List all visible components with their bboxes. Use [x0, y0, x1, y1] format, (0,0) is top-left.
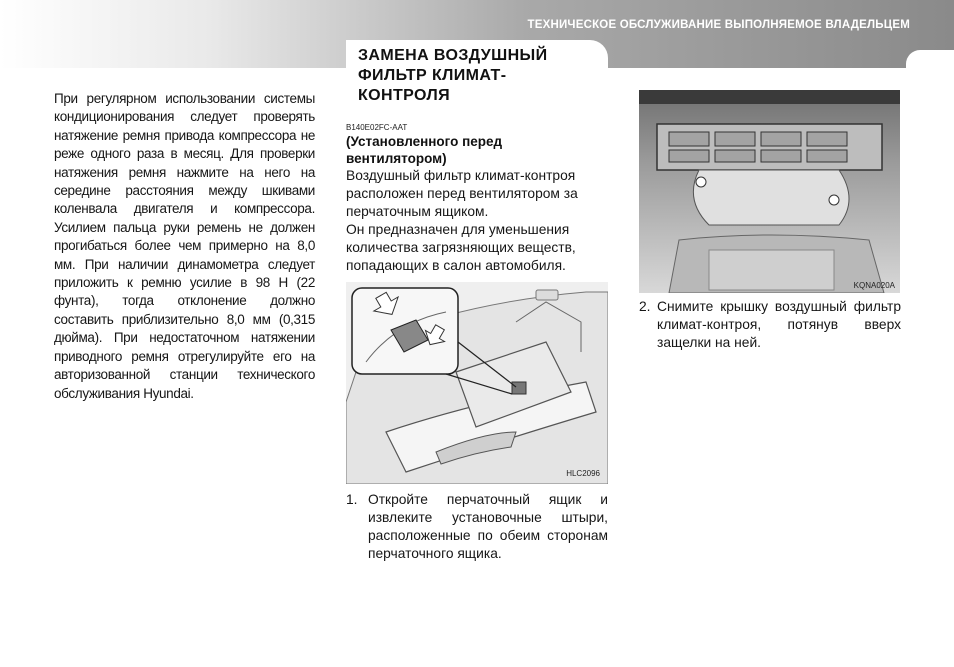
step-1 — [346, 491, 608, 563]
body-paragraph-1: Воздушный фильтр климат-контроя расположен перед вентилятором за перчаточным ящиком. — [346, 168, 578, 219]
step-2-text: Снимите крышку воздушный фильтр климат-контроя, потянув вверх защелки на ней. — [657, 299, 901, 350]
glovebox-illustration — [346, 282, 608, 484]
figure-code-2: KQNA020A — [853, 281, 895, 290]
filter-cover-drawing — [639, 90, 900, 293]
section-body — [346, 167, 608, 275]
step-2 — [639, 298, 901, 352]
filter-cover-photo — [639, 90, 900, 293]
glovebox-drawing — [346, 282, 608, 484]
step-1-number: 1. — [346, 492, 358, 507]
left-column-paragraph: При регулярном использовании системы кондиционирования следует проверять натяжение ремня привода компрессора не реже одного раза в месяц. Для проверки натяжения ремня нажмите на него на середине расстояния между шкивами коленвала двигателя и компрессора. Усилием пальца руки ремень не должен прогибаться более чем примерно на 8,0 мм. При наличии динамометра следует приложить к ремню усилие в 98 Н (22 фунта), тогда отклонение должно составить приблизительно 8,0 мм (0,315 дюйма). При недостаточном натяжении приводного ремня отрегулируйте его на авторизованной станции технического обслуживания Hyundai. — [54, 91, 315, 401]
step-1-text: Откройте перчаточный ящик и извлеките установочные штыри, расположенные по обеим сторонам перчаточного ящика. — [368, 492, 608, 561]
step-2-number: 2. — [639, 299, 651, 314]
page-tab-decoration — [906, 50, 954, 80]
section-subheading: (Установленного перед вентилятором) — [346, 134, 503, 166]
body-paragraph-2: Он предназначен для уменьшения количества загрязняющих веществ, попадающих в салон автомобиля. — [346, 222, 576, 273]
page-header-title: ТЕХНИЧЕСКОЕ ОБСЛУЖИВАНИЕ ВЫПОЛНЯЕМОЕ ВЛАДЕЛЬЦЕМ — [527, 19, 910, 31]
section-heading: ЗАМЕНА ВОЗДУШНЫЙ ФИЛЬТР КЛИМАТ-КОНТРОЛЯ — [358, 47, 548, 104]
figure-code-1: HLC2096 — [566, 469, 600, 478]
section-code: B140E02FC-AAT — [346, 123, 408, 132]
